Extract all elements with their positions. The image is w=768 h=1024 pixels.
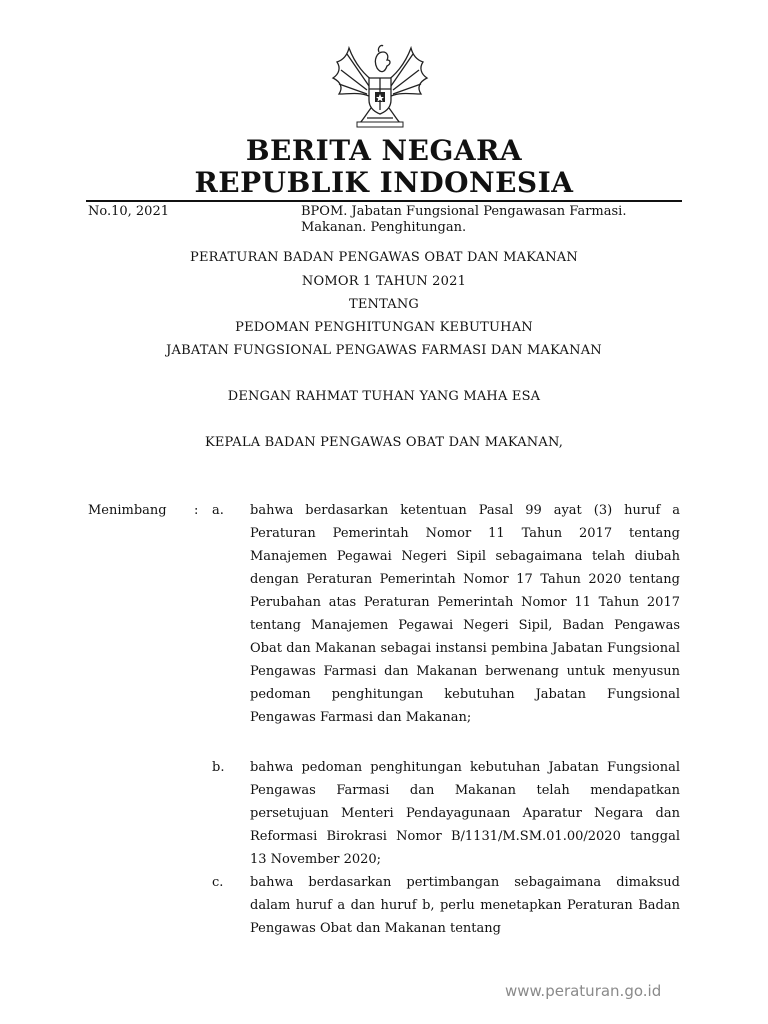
item-text-c: bahwa berdasarkan pertimbangan sebagaimana dimaksud dalam huruf a dan huruf b, perlu menetapkan Peraturan Badan Pengawas Obat dan Makanan tentang [250, 875, 680, 936]
gazette-title: BERITA NEGARA [245, 134, 523, 167]
source-watermark-url: www.peraturan.go.id [505, 982, 662, 1000]
authority-line: KEPALA BADAN PENGAWAS OBAT DAN MAKANAN, [204, 435, 564, 450]
item-letter-c: c. [212, 875, 224, 890]
gazette-subject: BPOM. Jabatan Fungsional Pengawasan Farmasi. Makanan. Penghitungan. [301, 204, 627, 235]
item-letter-a: a. [212, 503, 224, 518]
garuda-emblem-icon [329, 42, 431, 128]
item-letter-b: b. [212, 760, 225, 775]
regulation-number: NOMOR 1 TAHUN 2021 [301, 274, 467, 289]
item-text-b: bahwa pedoman penghitungan kebutuhan Jabatan Fungsional Pengawas Farmasi dan Makanan telah mendapatkan persetujuan Menteri Pendayagunaan Aparatur Negara dan Reformasi Birokrasi Nomor B/1131/M.SM.01.00/2020 tanggal 13 November 2020; [250, 760, 680, 867]
header-divider [86, 200, 682, 202]
blessing-line: DENGAN RAHMAT TUHAN YANG MAHA ESA [227, 389, 541, 404]
considering-colon: : [194, 503, 199, 518]
considering-label: Menimbang [88, 503, 167, 518]
regulation-heading: PERATURAN BADAN PENGAWAS OBAT DAN MAKANAN [190, 250, 578, 265]
gazette-number: No.10, 2021 [88, 204, 169, 219]
regulation-topic-line2: JABATAN FUNGSIONAL PENGAWAS FARMASI DAN MAKANAN [166, 343, 602, 358]
regulation-topic-line1: PEDOMAN PENGHITUNGAN KEBUTUHAN [235, 320, 533, 335]
item-text-a: bahwa berdasarkan ketentuan Pasal 99 ayat (3) huruf a Peraturan Pemerintah Nomor 11 Tahun 2017 tentang Manajemen Pegawai Negeri Sipil sebagaimana telah diubah dengan Peraturan Pemerintah Nomor 17 Tahun 2020 tentang Perubahan atas Peraturan Pemerintah Nomor 11 Tahun 2017 tentang Manajemen Pegawai Negeri Sipil, Badan Pengawas Obat dan Makanan sebagai instansi pembina Jabatan Fungsional Pengawas Farmasi dan Makanan berwenang untuk menyusun pedoman penghitungan kebutuhan Jabatan Fungsional Pengawas Farmasi dan Makanan; [250, 503, 680, 725]
regulation-about-label: TENTANG [348, 297, 420, 312]
gazette-subtitle: REPUBLIK INDONESIA [194, 166, 574, 199]
